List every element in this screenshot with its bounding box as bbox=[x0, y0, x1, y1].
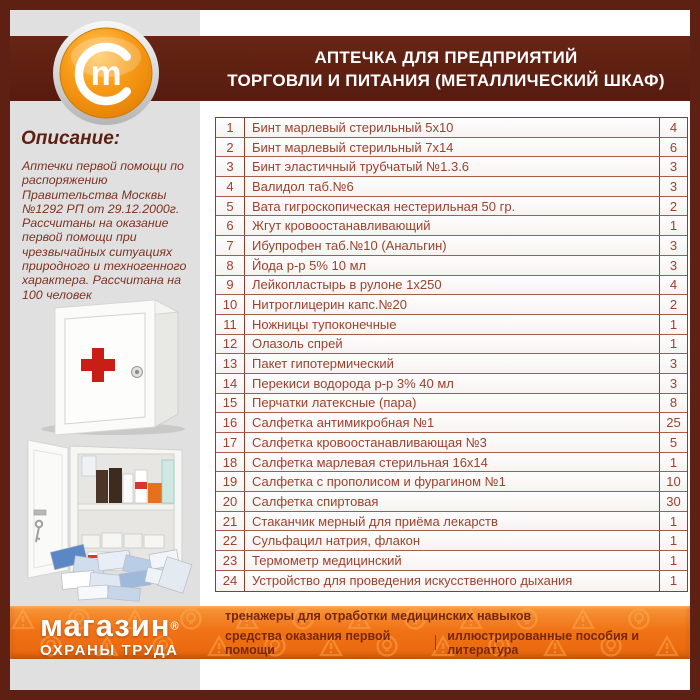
table-row bbox=[216, 197, 687, 217]
row-num: 2 bbox=[216, 138, 245, 157]
table-row bbox=[216, 216, 687, 236]
row-qty: 4 bbox=[669, 119, 678, 135]
row-num: 16 bbox=[216, 413, 245, 432]
table-row bbox=[216, 157, 687, 177]
row-name: Бинт марлевый стерильный 5х10 bbox=[245, 118, 660, 137]
first-aid-cabinet-closed-photo bbox=[15, 286, 195, 438]
footer-item-first-aid: средства оказания первой помощи bbox=[225, 628, 391, 657]
row-qty: 1 bbox=[669, 513, 678, 529]
row-qty: 3 bbox=[669, 178, 678, 194]
table-row bbox=[216, 315, 687, 335]
row-name: Лейкопластырь в рулоне 1х250 bbox=[245, 276, 660, 295]
table-row bbox=[216, 472, 687, 492]
row-name: Нитроглицерин капс.№20 bbox=[245, 295, 660, 314]
row-num: 4 bbox=[216, 177, 245, 196]
row-num: 19 bbox=[216, 472, 245, 491]
svg-text:m: m bbox=[90, 54, 122, 93]
row-name: Валидол таб.№6 bbox=[245, 177, 660, 196]
footer-categories bbox=[225, 606, 690, 659]
row-name: Жгут кровоостанавливающий bbox=[245, 216, 660, 235]
row-name: Салфетка с прополисом и фурагином №1 bbox=[245, 472, 660, 491]
table-row bbox=[216, 413, 687, 433]
table-row bbox=[216, 551, 687, 571]
table-row bbox=[216, 531, 687, 551]
row-qty: 3 bbox=[669, 356, 678, 372]
row-name: Вата гигроскопическая нестерильная 50 гр. bbox=[245, 197, 660, 216]
row-qty: 30 bbox=[666, 493, 681, 509]
table-row bbox=[216, 433, 687, 453]
footer-band bbox=[10, 606, 690, 659]
row-num: 22 bbox=[216, 531, 245, 550]
table-row bbox=[216, 512, 687, 532]
row-num: 14 bbox=[216, 374, 245, 393]
cabinet-open-icon bbox=[12, 440, 198, 602]
row-num: 9 bbox=[216, 276, 245, 295]
row-name: Перекиси водорода р-р 3% 40 мл bbox=[245, 374, 660, 393]
row-qty: 3 bbox=[669, 159, 678, 175]
row-qty: 3 bbox=[669, 375, 678, 391]
footer-divider bbox=[435, 635, 436, 650]
row-name: Перчатки латексные (пара) bbox=[245, 394, 660, 413]
description-heading: Описание: bbox=[21, 128, 121, 149]
row-qty: 8 bbox=[669, 395, 678, 411]
row-qty: 1 bbox=[669, 533, 678, 549]
cabinet-closed-icon bbox=[15, 286, 195, 438]
first-aid-cabinet-open-photo bbox=[12, 440, 198, 602]
row-qty: 2 bbox=[669, 198, 678, 214]
row-num: 15 bbox=[216, 394, 245, 413]
row-name: Бинт марлевый стерильный 7х14 bbox=[245, 138, 660, 157]
row-num: 24 bbox=[216, 571, 245, 591]
table-row bbox=[216, 394, 687, 414]
row-num: 3 bbox=[216, 157, 245, 176]
footer-brand-logo bbox=[40, 610, 179, 658]
row-num: 5 bbox=[216, 197, 245, 216]
table-row bbox=[216, 335, 687, 355]
table-row bbox=[216, 177, 687, 197]
row-qty: 4 bbox=[669, 277, 678, 293]
table-row bbox=[216, 374, 687, 394]
row-name: Стаканчик мерный для приёма лекарств bbox=[245, 512, 660, 531]
items-table bbox=[215, 117, 688, 592]
row-name: Салфетка марлевая стерильная 16х14 bbox=[245, 453, 660, 472]
page-title-line2: ТОРГОВЛИ И ПИТАНИЯ (МЕТАЛЛИЧЕСКИЙ ШКАФ) bbox=[227, 70, 665, 90]
registered-mark-icon: ® bbox=[170, 620, 179, 633]
row-num: 21 bbox=[216, 512, 245, 531]
row-name: Бинт эластичный трубчатый №1.3.6 bbox=[245, 157, 660, 176]
table-row bbox=[216, 236, 687, 256]
footer-brand-name: магазин bbox=[40, 608, 171, 643]
row-name: Пакет гипотермический bbox=[245, 354, 660, 373]
brand-m-circle-icon bbox=[52, 20, 160, 126]
row-name: Устройство для проведения искусственного дыхания bbox=[245, 571, 660, 591]
row-num: 6 bbox=[216, 216, 245, 235]
row-num: 11 bbox=[216, 315, 245, 334]
table-row bbox=[216, 571, 687, 591]
row-qty: 1 bbox=[669, 218, 678, 234]
brand-logo bbox=[52, 20, 160, 126]
row-num: 10 bbox=[216, 295, 245, 314]
row-num: 17 bbox=[216, 433, 245, 452]
page-title-line1: АПТЕЧКА ДЛЯ ПРЕДПРИЯТИЙ bbox=[314, 47, 578, 67]
row-name: Салфетка кровоостанавливающая №3 bbox=[245, 433, 660, 452]
row-num: 18 bbox=[216, 453, 245, 472]
row-qty: 3 bbox=[669, 257, 678, 273]
table-row bbox=[216, 276, 687, 296]
table-row bbox=[216, 453, 687, 473]
table-row bbox=[216, 256, 687, 276]
row-qty: 3 bbox=[669, 237, 678, 253]
row-name: Термометр медицинский bbox=[245, 551, 660, 570]
table-row bbox=[216, 492, 687, 512]
row-num: 20 bbox=[216, 492, 245, 511]
row-qty: 1 bbox=[669, 454, 678, 470]
row-name: Салфетка антимикробная №1 bbox=[245, 413, 660, 432]
row-num: 1 bbox=[216, 118, 245, 137]
row-num: 12 bbox=[216, 335, 245, 354]
row-name: Салфетка спиртовая bbox=[245, 492, 660, 511]
row-num: 8 bbox=[216, 256, 245, 275]
items-table-body bbox=[216, 118, 687, 591]
row-qty: 1 bbox=[669, 336, 678, 352]
table-row bbox=[216, 118, 687, 138]
table-row bbox=[216, 295, 687, 315]
row-qty: 1 bbox=[669, 552, 678, 568]
row-name: Ибупрофен таб.№10 (Анальгин) bbox=[245, 236, 660, 255]
row-qty: 10 bbox=[666, 474, 681, 490]
footer-brand-subtitle: ОХРАНЫ ТРУДА bbox=[40, 642, 179, 659]
row-qty: 25 bbox=[666, 415, 681, 431]
medicine-sachets bbox=[50, 544, 192, 601]
footer-item-trainers: тренажеры для отработки медицинских навыков bbox=[225, 608, 532, 623]
row-name: Сульфацил натрия, флакон bbox=[245, 531, 660, 550]
row-qty: 2 bbox=[669, 297, 678, 313]
row-num: 7 bbox=[216, 236, 245, 255]
row-qty: 6 bbox=[669, 139, 678, 155]
table-row bbox=[216, 138, 687, 158]
door-handle-icon bbox=[34, 510, 46, 515]
description-text: Аптечки первой помощи по распоряжению Правительства Москвы №1292 РП от 29.12.2000г. Рассчитаны на оказание первой помощи при чрезвычайных ситуациях природного и техногенного характера. Рассчитана на 100 человек bbox=[22, 159, 187, 302]
row-name: Олазоль спрей bbox=[245, 335, 660, 354]
row-name: Ножницы тупоконечные bbox=[245, 315, 660, 334]
footer-item-literature: иллюстрированные пособия и литература bbox=[447, 628, 640, 657]
table-row bbox=[216, 354, 687, 374]
row-num: 13 bbox=[216, 354, 245, 373]
row-num: 23 bbox=[216, 551, 245, 570]
row-qty: 5 bbox=[669, 434, 678, 450]
row-qty: 1 bbox=[669, 316, 678, 332]
row-name: Йода р-р 5% 10 мл bbox=[245, 256, 660, 275]
row-qty: 1 bbox=[669, 573, 678, 589]
